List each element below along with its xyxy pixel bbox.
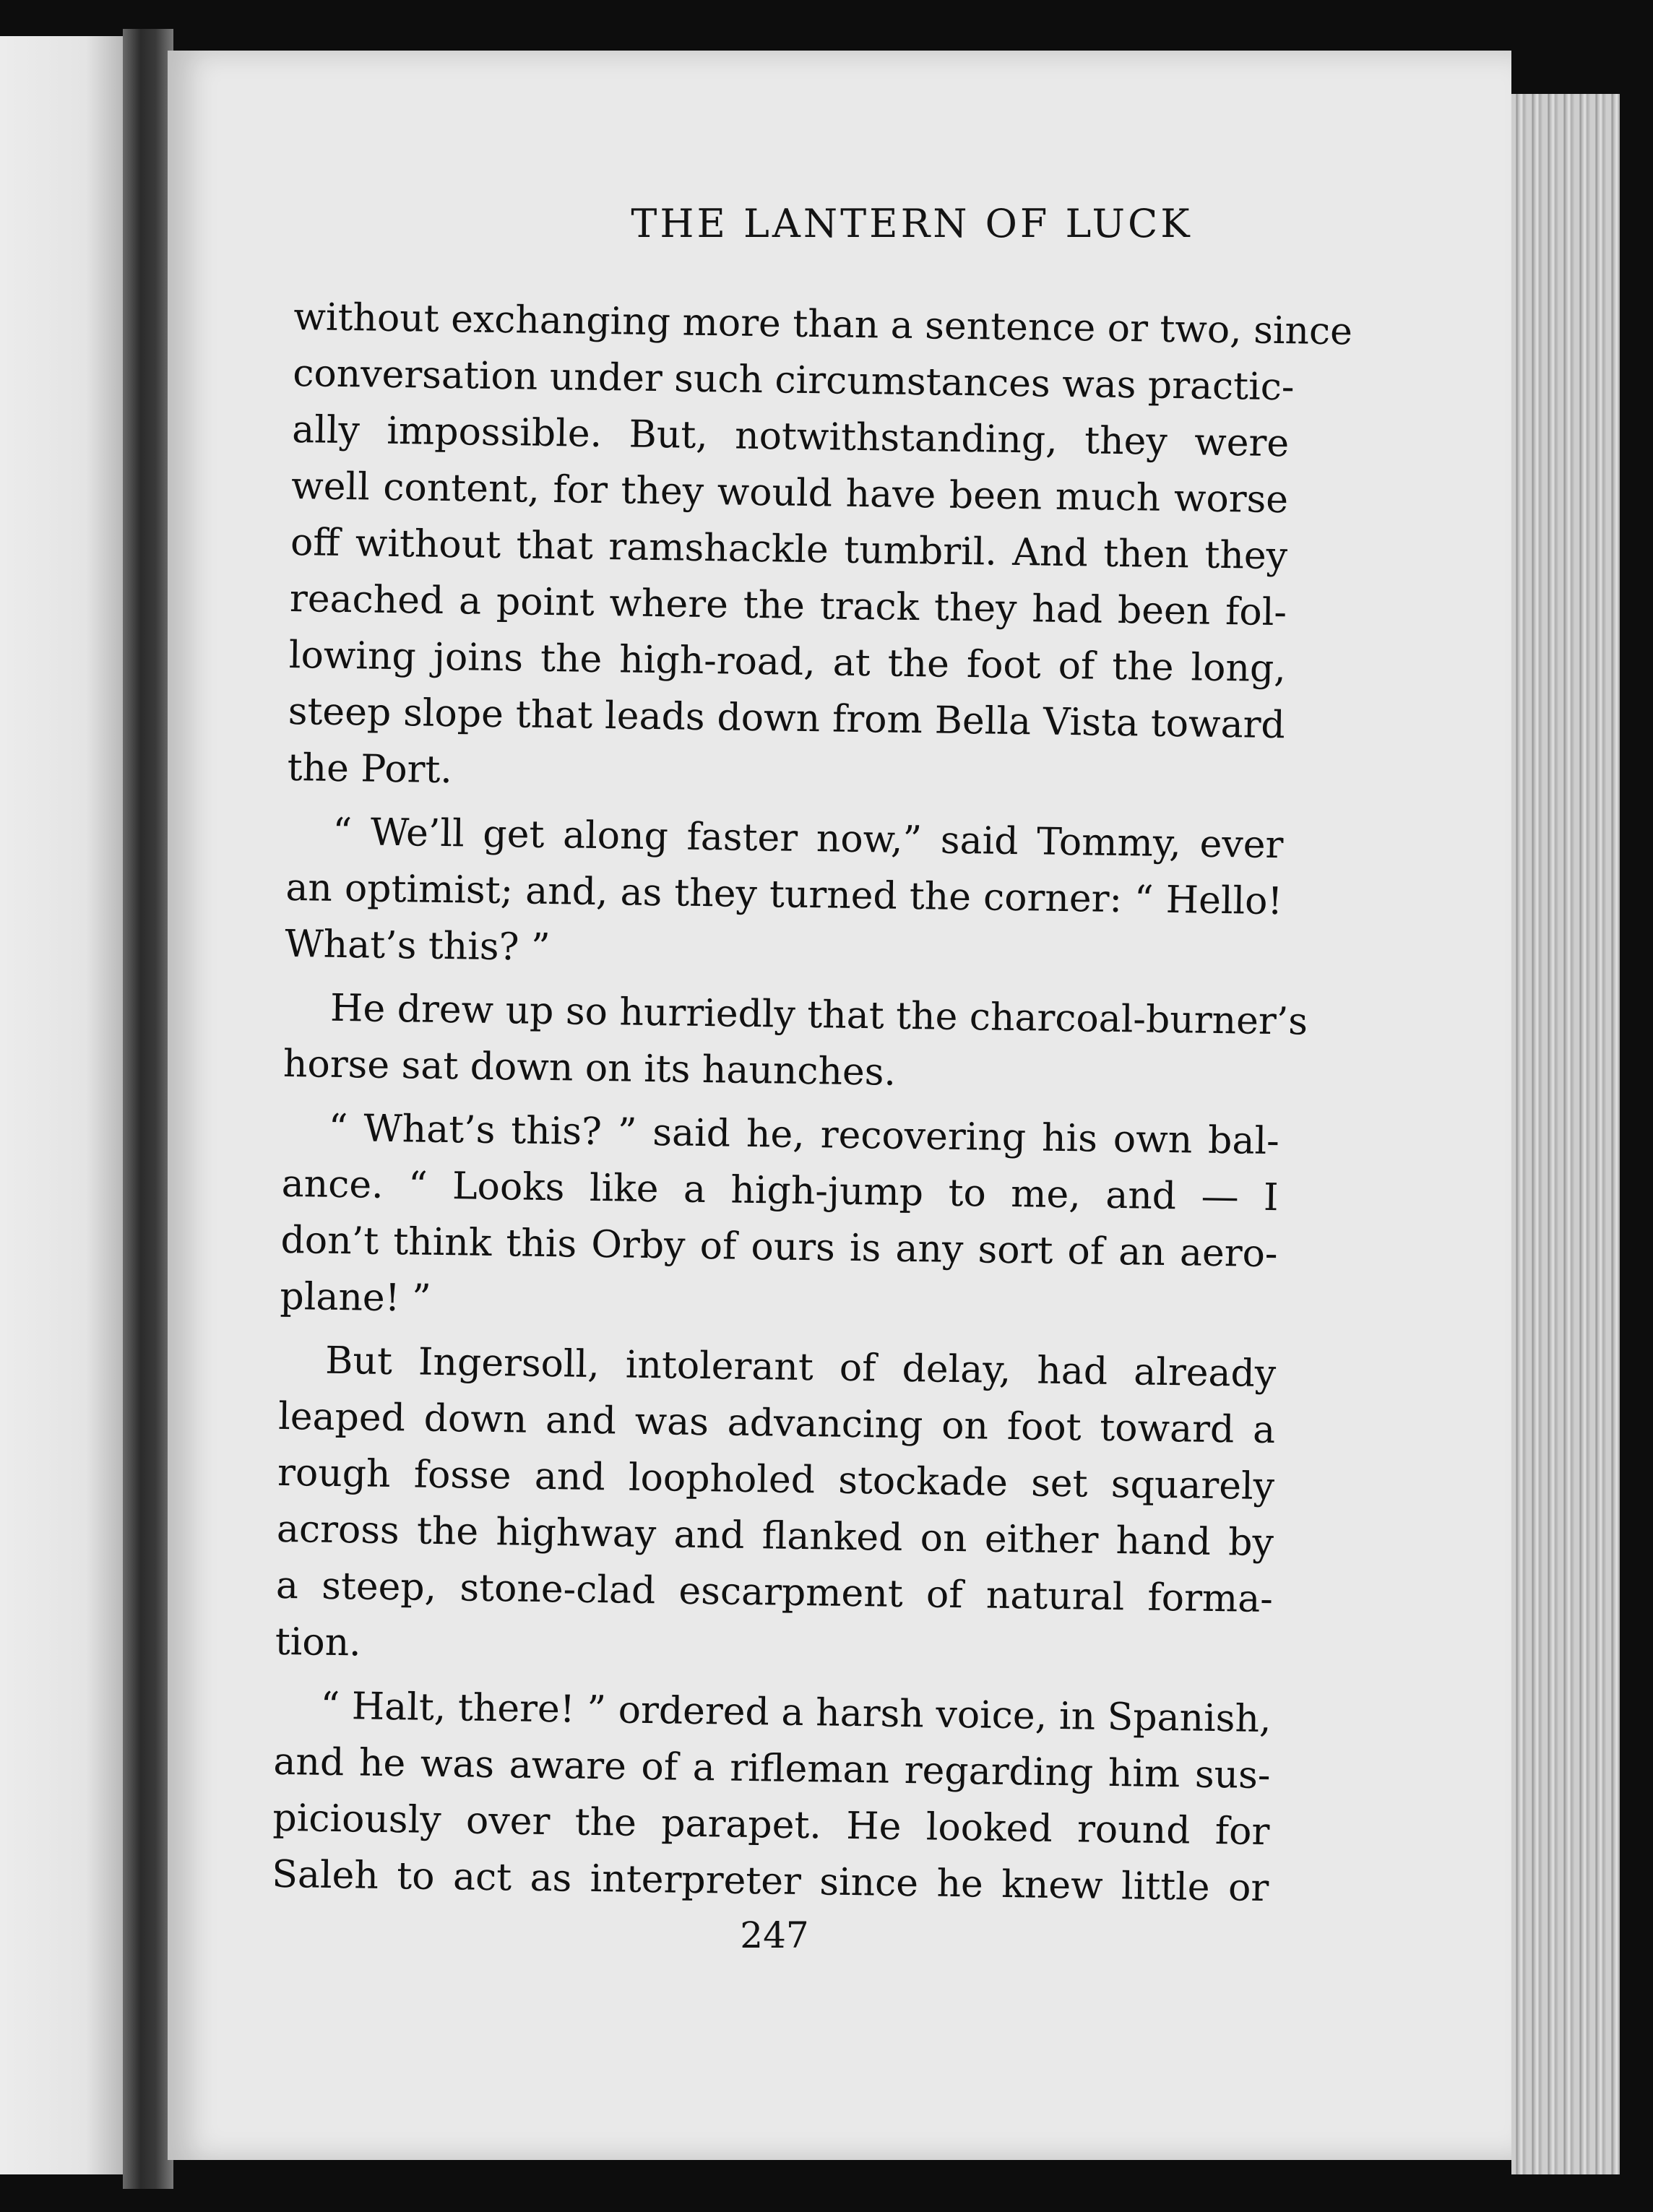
paragraph — [285, 803, 1284, 986]
text-line: lowing joins the high-road, at the foot of the long, — [288, 633, 1287, 691]
text-line: ance. “ Looks like a high-jump to me, and — I — [281, 1162, 1279, 1220]
text-line: horse sat down on its haunches. — [282, 1042, 897, 1094]
text-line: reached a point where the track they had been fol- — [289, 576, 1287, 635]
text-line: rough fosse and loopholed stockade set squarely — [277, 1451, 1275, 1509]
text-line: don’t think this Orby of ours is any sort of an aero- — [280, 1218, 1278, 1276]
page-number: 247 — [740, 1914, 809, 1956]
text-line: off without that ramshackle tumbril. And then they — [290, 520, 1288, 579]
text-line: plane! ” — [280, 1274, 432, 1321]
text-line: well content, for they would have been much worse — [290, 464, 1289, 522]
text-line: “ What’s this? ” said he, recovering his own bal- — [328, 1106, 1280, 1164]
text-line: a steep, stone-clad escarpment of natural forma- — [275, 1563, 1274, 1622]
running-head: THE LANTERN OF LUCK — [631, 201, 1193, 246]
text-line: without exchanging more than a sentence or two, since — [293, 295, 1353, 354]
book-page — [168, 51, 1511, 2160]
text-line: conversation under such circumstances was practic- — [292, 351, 1295, 410]
text-line: across the highway and flanked on either hand by — [276, 1507, 1274, 1565]
book-gutter — [123, 29, 173, 2189]
paragraph — [287, 289, 1353, 810]
text-line: steep slope that leads down from Bella Vista toward — [288, 689, 1286, 748]
paragraph — [275, 1332, 1276, 1684]
body-text — [271, 289, 1353, 1924]
text-line: But Ingersoll, intolerant of delay, had already — [324, 1339, 1277, 1396]
paragraph — [282, 980, 1308, 1106]
text-line: He drew up so hurriedly that the charcoal-burner’s — [329, 986, 1308, 1044]
text-line: piciously over the parapet. He looked round for — [272, 1796, 1270, 1854]
paragraph — [280, 1099, 1279, 1339]
text-line: “ We’ll get along faster now,” said Tommy, ever — [332, 810, 1284, 868]
text-line: tion. — [275, 1620, 362, 1665]
facing-page-edge — [0, 36, 123, 2174]
paragraph — [272, 1677, 1272, 1917]
text-line: “ Halt, there! ” ordered a harsh voice, in Spanish, — [320, 1684, 1272, 1742]
page-block-edge — [1511, 94, 1620, 2174]
text-line: What’s this? ” — [284, 922, 551, 970]
text-line: leaped down and was advancing on foot toward a — [277, 1394, 1276, 1453]
text-line: an optimist; and, as they turned the corner: “ Hello! — [285, 865, 1283, 924]
text-line: and he was aware of a rifleman regarding him sus- — [273, 1740, 1271, 1798]
text-line: the Port. — [287, 746, 453, 792]
text-line: ally impossible. But, notwithstanding, they were — [291, 407, 1290, 466]
text-line: Saleh to act as interpreter since he knew little or — [271, 1852, 1269, 1911]
